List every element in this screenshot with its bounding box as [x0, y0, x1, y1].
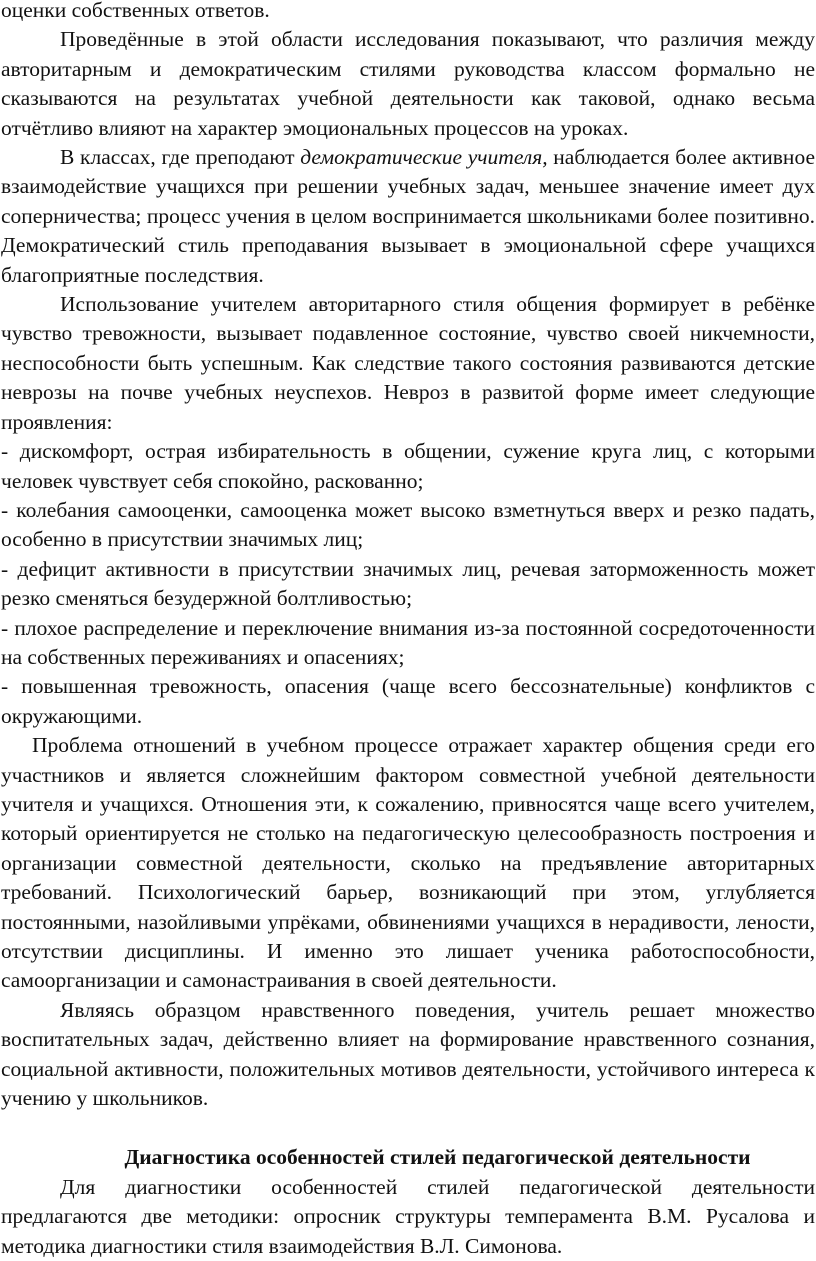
- paragraph-continuation: оценки собственных ответов.: [1, 0, 270, 22]
- section-heading: Диагностика особенностей стилей педагогической деятельности: [124, 1145, 751, 1170]
- paragraph-democratic-italic: демократические учителя,: [300, 145, 548, 170]
- list-item-discomfort: - дискомфорт, острая избирательность в общении, сужение круга лиц, с которыми человек чувствует себя спокойно, раскованно;: [1, 439, 815, 493]
- paragraph-diagnostics: Для диагностики особенностей стилей педагогической деятельности предлагаются две методики: опросник структуры темперамента В.М. Русалова и методика диагностики стиля взаимодействия В.Л. Симонова.: [1, 1174, 815, 1258]
- list-item-activity-deficit: - дефицит активности в присутствии значимых лиц, речевая заторможенность может резко сменяться безудержной болтливостью;: [1, 556, 815, 611]
- blank-line: [1, 1113, 815, 1143]
- document-page: [1, 0, 815, 1261]
- paragraph-democratic-teachers: [1, 143, 815, 290]
- list-item-self-esteem: - колебания самооценки, самооценка может высоко взметнуться вверх и резко падать, особенно в присутствии значимых лиц;: [1, 497, 815, 552]
- paragraph-moral-model: Являясь образцом нравственного поведения, учитель решает множество воспитательных задач, действенно влияет на формирование нравственного сознания, социальной активности, положительных мотивов деятельности, устойчивого интереса к учению у школьников.: [1, 997, 815, 1111]
- paragraph-authoritarian-style: Использование учителем авторитарного стиля общения формирует в ребёнке чувство тревожности, вызывает подавленное состояние, чувство своей никчемности, неспособности быть успешным. Как следствие такого состояния развиваются детские неврозы на почве учебных неуспехов. Невроз в развитой форме имеет следующие проявления:: [1, 292, 815, 434]
- paragraph-relations-problem: Проблема отношений в учебном процессе отражает характер общения среди его участников и является сложнейшим фактором совместной учебной деятельности учителя и учащихся. Отношения эти, к сожалению, привносятся чаще всего учителем, который ориентируется не столько на педагогическую целесообразность построения и организации совместной деятельности, сколько на предъявление авторитарных требований. Психологический барьер, возникающий при этом, углубляется постоянными, назойливыми упрёками, обвинениями учащихся в нерадивости, лености, отсутствии дисциплины. И именно это лишает ученика работоспособности, самоорганизации и самонастраивания в своей деятельности.: [1, 733, 815, 993]
- paragraph-democratic-text-before: В классах, где преподают: [60, 145, 301, 170]
- paragraph-democratic-text-after: наблюдается более активное взаимодействие учащихся при решении учебных задач, меньшее значение имеет дух соперничества; процесс учения в целом воспринимается школьниками более позитивно. Демократический стиль преподавания вызывает в эмоциональной сфере учащихся благоприятные последствия.: [1, 145, 815, 287]
- list-item-attention: - плохое распределение и переключение внимания из-за постоянной сосредоточенности на собственных переживаниях и опасениях;: [1, 615, 815, 669]
- list-item-anxiety: - повышенная тревожность, опасения (чаще всего бессознательные) конфликтов с окружающими.: [1, 674, 815, 728]
- paragraph-research-results: Проведённые в этой области исследования показывают, что различия между авторитарным и демократическим стилями руководства классом формально не сказываются на результатах учебной деятельности как таковой, однако весьма отчётливо влияют на характер эмоциональных процессов на уроках.: [1, 27, 815, 140]
